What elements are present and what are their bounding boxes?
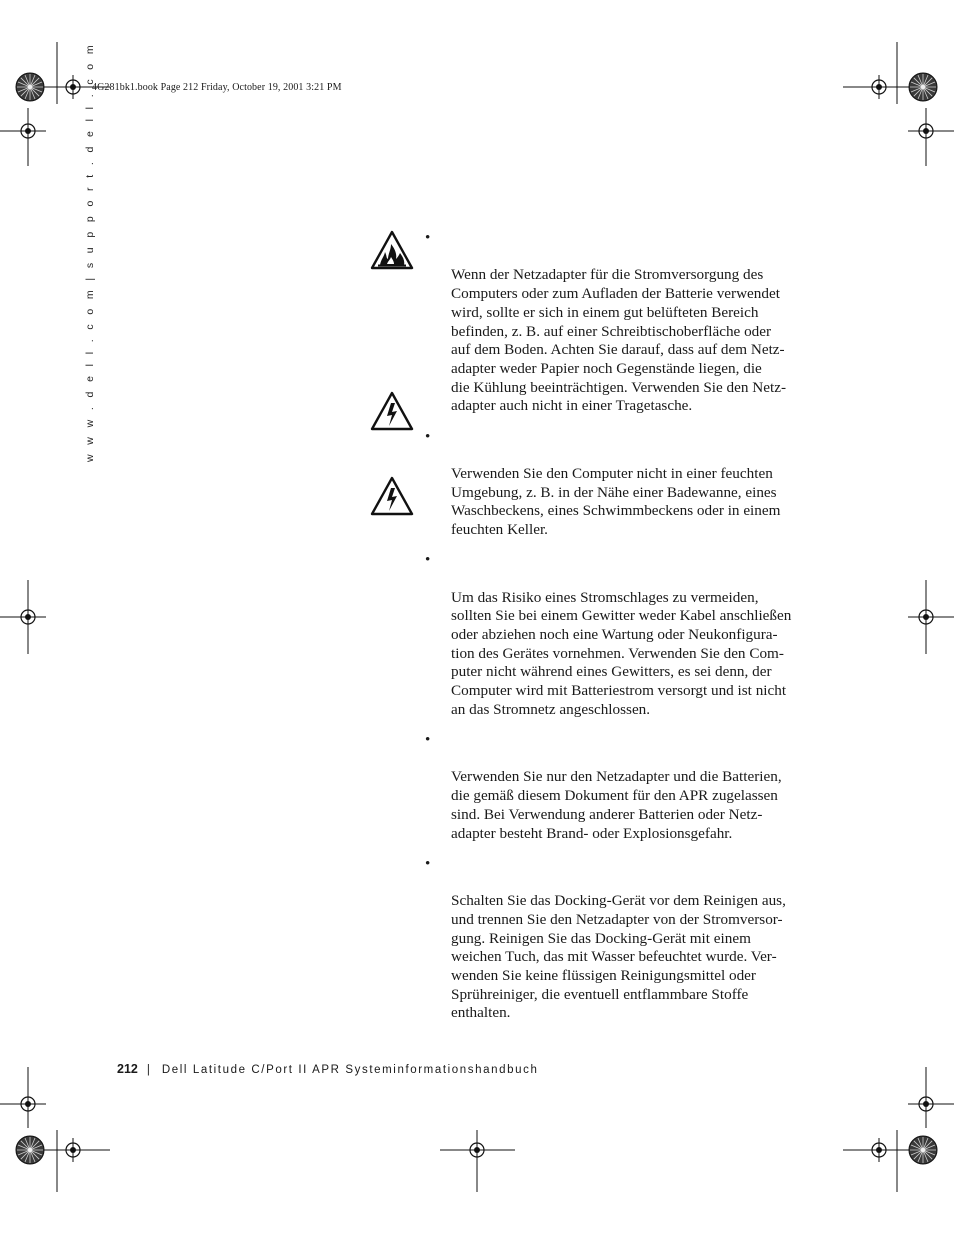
bullet: •: [425, 551, 431, 569]
list-item: [425, 229, 825, 416]
list-item-text: Verwenden Sie nur den Netzadapter und die Batterien, die gemäß diesem Dokument für den APR zugelassen sind. Bei Verwendung anderer Batterien oder Netz- adapter besteht Brand- oder Explosionsgefahr.: [451, 768, 782, 842]
fire-warning-icon: [370, 230, 414, 270]
list-item: [425, 855, 825, 1023]
list-item-text: Schalten Sie das Docking-Gerät vor dem Reinigen aus, und trennen Sie den Netzadapter von der Stromversor- gung. Reinigen Sie das Docking-Gerät mit einem weichen Tuch, das mit Wasser befeuchtet wurde. Ver- wenden Sie keine flüssigen Reinigungsmittel oder Sprühreiniger, die eventuell entflammbare Stoffe enthalten.: [451, 892, 786, 1022]
list-item: [425, 551, 825, 719]
side-url: w w w . d e l l . c o m | s u p p o r t . d e l l . c o m: [84, 41, 96, 462]
list-item-text: Um das Risiko eines Stromschlages zu vermeiden, sollten Sie bei einem Gewitter weder Kabel anschließen oder abziehen noch eine Wartung oder Neukonfigura- tion des Gerätes vornehmen. Verwenden Sie den Com- puter nicht während eines Gewitters, es sei denn, der Computer wird mit Batteriestrom versorgt und ist nicht an das Stromnetz angeschlossen.: [451, 588, 792, 718]
footer-title: Dell Latitude C/Port II APR Systeminformationshandbuch: [161, 1064, 539, 1076]
bullet: •: [425, 229, 431, 246]
safety-instructions-list: [425, 229, 825, 1035]
page-number: 212: [117, 1062, 138, 1076]
list-item-text: Wenn der Netzadapter für die Stromversorgung des Computers oder zum Aufladen der Batterie verwendet wird, sollte er sich in einem gut belüfteten Bereich befinden, z. B. auf einer Schreibtischoberfläche oder auf dem Boden. Achten Sie darauf, dass auf dem Netz- adapter weder Papier noch Gegenstände liegen, die die Kühlung beeinträchtigen. Verwenden Sie den Netz- adapter auch nicht in einer Tragetasche.: [451, 266, 786, 415]
electric-shock-warning-icon: [370, 476, 414, 516]
list-item-text: Verwenden Sie den Computer nicht in einer feuchten Umgebung, z. B. in der Nähe einer Badewanne, eines Waschbeckens, eines Schwimmbeckens oder in einem feuchten Keller.: [451, 464, 781, 539]
bullet: •: [425, 731, 431, 749]
print-header: 4G281bk1.book Page 212 Friday, October 19, 2001 3:21 PM: [92, 82, 342, 93]
page-footer: [117, 1062, 538, 1076]
list-item: [425, 731, 825, 843]
electric-shock-warning-icon: [370, 391, 414, 431]
list-item: [425, 428, 825, 540]
bullet: •: [425, 854, 431, 872]
bullet: •: [425, 427, 431, 445]
footer-separator: |: [146, 1064, 150, 1076]
